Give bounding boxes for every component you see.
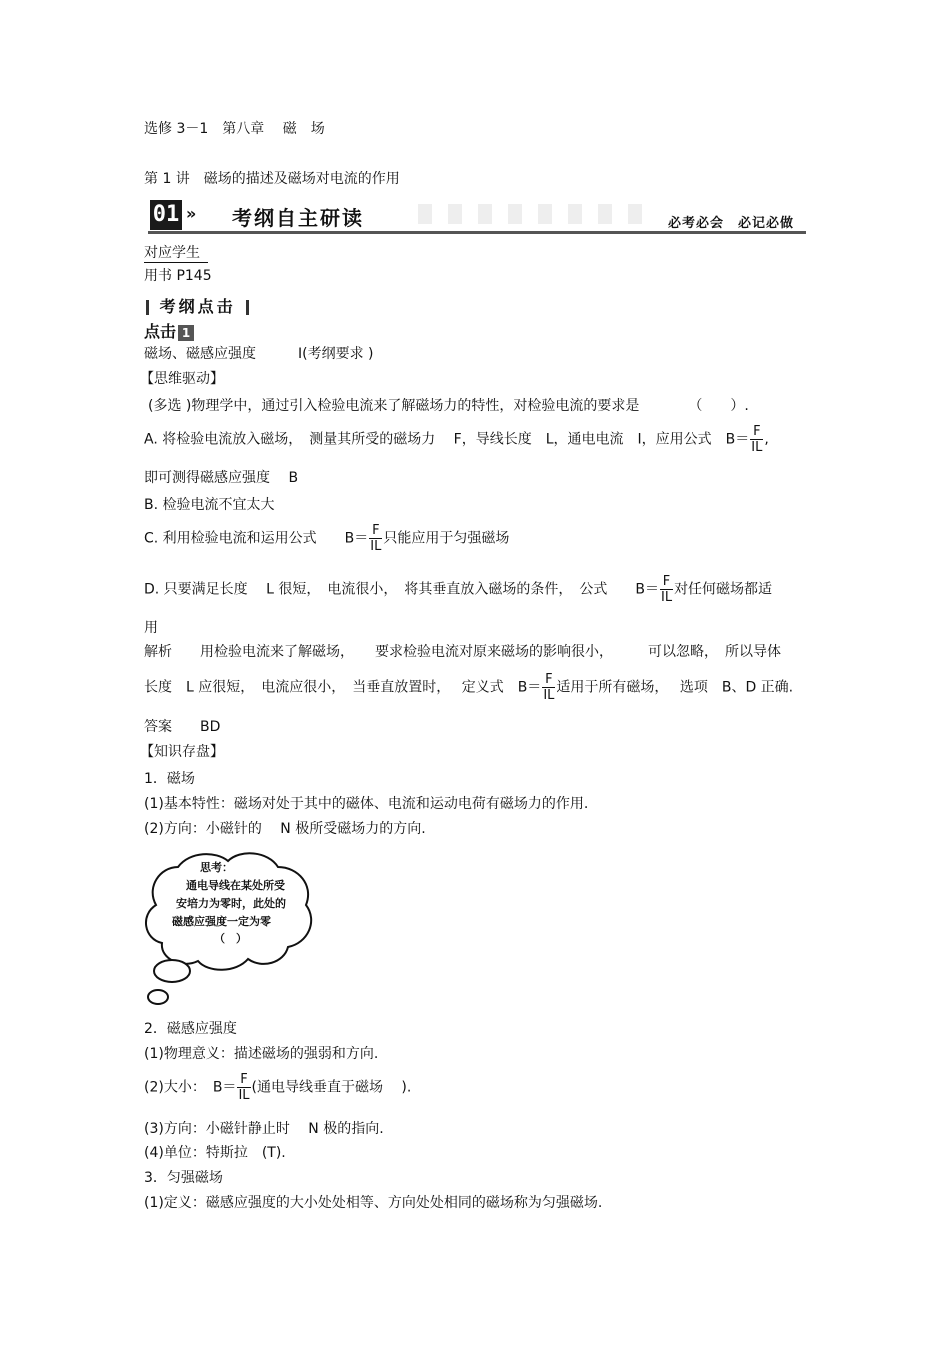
formula-num: F xyxy=(660,574,673,590)
answer: 答案 BD xyxy=(144,719,221,735)
k2-p2 xyxy=(144,1072,411,1103)
question: (多选 )物理学中，通过引入检验电流来了解磁场力的特性，对检验电流的要求是 （ ）. xyxy=(148,398,749,414)
formula-fraction xyxy=(369,523,382,554)
formula-den: IL xyxy=(238,1088,250,1103)
cloud-line1: 思考： xyxy=(200,861,233,874)
analysis-tail: 适用于所有磁场， 选项 B、D 正确. xyxy=(556,679,794,696)
analysis-line1: 解析 用检验电流来了解磁场， 要求检验电流对原来磁场的影响很小， 可以忽略， 所以导体 xyxy=(144,644,781,660)
formula-den: IL xyxy=(660,590,673,605)
option-a xyxy=(144,424,769,455)
option-a-comma: , xyxy=(764,431,769,448)
cloud-line5: （ ） xyxy=(214,932,247,945)
bar-icon xyxy=(146,300,149,315)
k2-p2-tail: (通电导线垂直于磁场 ). xyxy=(251,1079,412,1096)
banner-pattern xyxy=(418,204,658,224)
analysis-line2 xyxy=(144,672,793,703)
formula-num: F xyxy=(750,424,763,440)
option-d-tail: 对任何磁场都适 xyxy=(674,581,773,598)
banner-title: 考纲自主研读 xyxy=(232,206,364,230)
option-a-line2: 即可测得磁感应强度 B xyxy=(144,470,299,486)
cloud-line2: 通电导线在某处所受 xyxy=(186,879,285,892)
option-c-text: C. 利用检验电流和运用公式 B＝ xyxy=(144,530,369,547)
double-arrow-icon: » xyxy=(186,204,197,223)
subhead xyxy=(144,294,251,317)
k2-p4: (4)单位：特斯拉 (T). xyxy=(144,1145,286,1161)
formula-fraction xyxy=(237,1072,250,1103)
k2-p1: (1)物理意义：描述磁场的强弱和方向. xyxy=(144,1046,379,1062)
k1-p1: (1)基本特性：磁场对处于其中的磁体、电流和运动电荷有磁场力的作用. xyxy=(144,796,589,812)
point-number: 1 xyxy=(178,325,194,341)
point-label xyxy=(144,319,194,342)
page-ref-line1: 对应学生 xyxy=(144,245,208,263)
section-banner xyxy=(148,198,806,236)
option-b: B. 检验电流不宜太大 xyxy=(144,497,275,513)
formula-fraction xyxy=(660,574,673,605)
k2-p2-text: (2)大小： B＝ xyxy=(144,1079,237,1096)
option-c xyxy=(144,523,509,554)
topic-line: 磁场、磁感应强度 Ⅰ(考纲要求 ) xyxy=(144,346,374,362)
option-d-line2: 用 xyxy=(144,620,158,636)
page-ref-line2: 用书 P145 xyxy=(144,268,212,284)
formula-num: F xyxy=(369,523,382,539)
k2-p3: (3)方向：小磁针静止时 N 极的指向. xyxy=(144,1121,384,1137)
bar-icon xyxy=(246,300,249,315)
lecture-heading: 第 1 讲 磁场的描述及磁场对电流的作用 xyxy=(144,171,400,187)
page-ref xyxy=(144,244,208,262)
cloud-line4: 磁感应强度一定为零 xyxy=(172,915,271,928)
k3-p1: (1)定义：磁感应强度的大小处处相等、方向处处相同的磁场称为匀强磁场. xyxy=(144,1195,603,1211)
option-a-text: A. 将检验电流放入磁场， 测量其所受的磁场力 F，导线长度 L，通电电流 I，应用公式 B＝ xyxy=(144,431,750,448)
banner-rule xyxy=(148,231,806,234)
option-d-text: D. 只要满足长度 L 很短， 电流很小， 将其垂直放入磁场的条件， 公式 B＝ xyxy=(144,581,659,598)
formula-den: IL xyxy=(751,440,763,455)
banner-number: 01 xyxy=(150,200,182,230)
drive-header: 【思维驱动】 xyxy=(140,371,224,387)
cloud-line3: 安培力为零时，此处的 xyxy=(176,897,286,910)
point-label-text: 点击 xyxy=(144,322,177,341)
formula-den: IL xyxy=(543,688,555,703)
thought-cloud xyxy=(138,845,318,1010)
k2-title: 2．磁感应强度 xyxy=(144,1021,237,1037)
k3-title: 3．匀强磁场 xyxy=(144,1170,223,1186)
k1-title: 1．磁场 xyxy=(144,771,195,787)
k1-p2: (2)方向：小磁针的 N 极所受磁场力的方向. xyxy=(144,821,426,837)
subhead-text: 考纲点击 xyxy=(159,297,236,316)
formula-num: F xyxy=(237,1072,250,1088)
course-heading: 选修 3－1 第八章 磁 场 xyxy=(144,121,325,137)
formula-fraction xyxy=(750,424,763,455)
analysis-text: 长度 L 应很短， 电流应很小， 当垂直放置时， 定义式 B＝ xyxy=(144,679,542,696)
banner-right-text: 必考必会 必记必做 xyxy=(667,216,794,231)
option-c-tail: 只能应用于匀强磁场 xyxy=(383,530,510,547)
formula-den: IL xyxy=(370,539,382,554)
option-d xyxy=(144,574,772,605)
formula-fraction xyxy=(542,672,555,703)
formula-num: F xyxy=(542,672,555,688)
knowledge-header: 【知识存盘】 xyxy=(140,744,224,760)
